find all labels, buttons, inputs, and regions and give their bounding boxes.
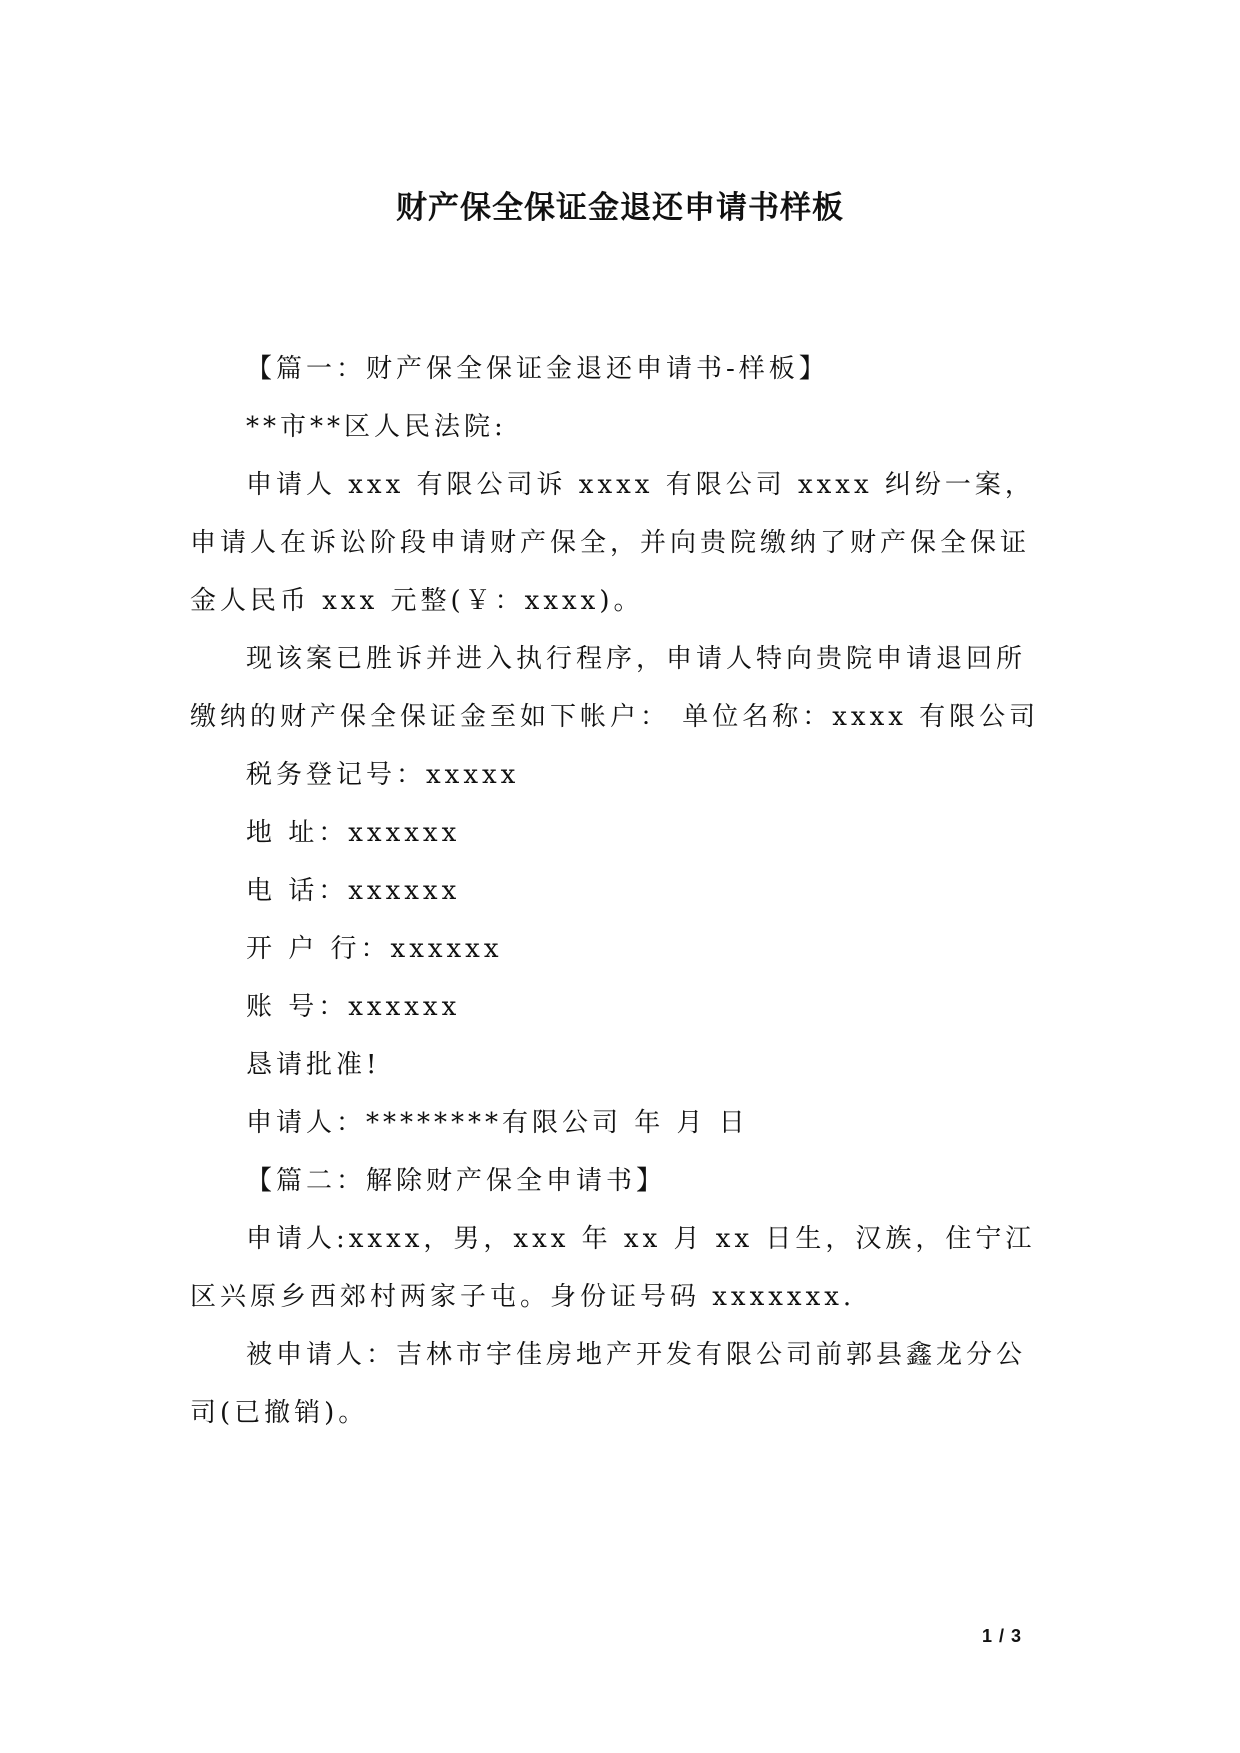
addressee: **市**区人民法院: — [246, 412, 507, 442]
field-phone: 电 话：xxxxxx — [246, 876, 461, 906]
field-address: 地 址：xxxxxx — [246, 818, 461, 848]
section-heading-1: 【篇一：财产保全保证金退还申请书-样板】 — [246, 354, 829, 384]
paragraph-refund-request: 现该案已胜诉并进入执行程序，申请人特向贵院申请退回所缴纳的财产保全保证金至如下帐户： 单位名称：xxxx 有限公司 — [190, 644, 1040, 732]
document-title: 财产保全保证金退还申请书样板 — [396, 190, 844, 226]
section-heading-2: 【篇二：解除财产保全申请书】 — [246, 1166, 667, 1196]
field-bank: 开 户 行：xxxxxx — [246, 934, 503, 964]
signature-line: 申请人：********有限公司 年 月 日 — [246, 1108, 749, 1138]
field-tax-registration: 税务登记号：xxxxx — [246, 760, 520, 790]
paragraph-case-background: 申请人 xxx 有限公司诉 xxxx 有限公司 xxxx 纠纷一案，申请人在诉讼阶段申请财产保全，并向贵院缴纳了财产保全保证金人民币 xxx 元整(￥：xxxx)。 — [190, 470, 1035, 616]
document-body — [190, 340, 1055, 1442]
field-account: 账 号：xxxxxx — [246, 992, 461, 1022]
paragraph-applicant-info: 申请人:xxxx，男，xxx 年 xx 月 xx 日生，汉族，住宁江区兴原乡西郊村两家子屯。身份证号码 xxxxxxx. — [190, 1224, 1036, 1312]
paragraph-respondent-info: 被申请人：吉林市宇佳房地产开发有限公司前郭县鑫龙分公司(已撤销)。 — [190, 1340, 1027, 1428]
closing-request: 恳请批准! — [246, 1050, 381, 1080]
page-number: 1 / 3 — [982, 1626, 1023, 1646]
